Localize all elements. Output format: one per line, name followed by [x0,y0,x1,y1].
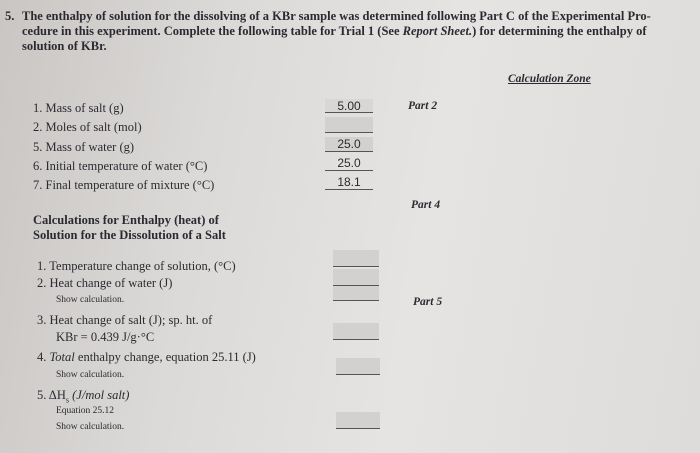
calc-heading-1: Calculations for Enthalpy (heat) of [33,213,219,227]
part-5-label: Part 5 [413,296,443,308]
question-number: 5. [5,9,15,23]
item-mass-water: 5. Mass of water (g) [33,140,135,154]
question-line-2b: Report Sheet. [402,24,473,38]
calculation-zone-heading: Calculation Zone [508,73,591,85]
question-line-2a: cedure in this experiment. Complete the following table for Trial 1 (See [22,24,403,38]
part-2-label: Part 2 [408,100,438,112]
calc-total-enthalpy-italic: Total [49,350,75,364]
calc-delta-h-note: Show calculation. [56,422,125,432]
calc-total-enthalpy-num: 4. [37,350,50,364]
question-line-1: The enthalpy of solution for the dissolving of a KBr sample was determined following Part C of the Experimental Pro- [22,9,651,23]
calc-delta-h-num: 5. ΔH [37,388,66,402]
answer-heat-water[interactable] [333,269,379,286]
calc-total-enthalpy-rest: enthalpy change, equation 25.11 (J) [74,350,256,364]
answer-temp-change[interactable] [333,250,379,267]
answer-heat-water-b[interactable] [333,286,379,301]
calc-heading-2: Solution for the Dissolution of a Salt [33,228,226,242]
question-line-3: solution of KBr. [22,39,107,53]
question-line-2c: ) for determining the enthalpy of [472,24,647,38]
item-mass-salt: 1. Mass of salt (g) [33,101,124,115]
calc-heat-salt: 3. Heat change of salt (J); sp. ht. of [37,313,213,327]
calc-total-enthalpy [37,350,256,365]
answer-final-temp[interactable]: 18.1 [325,175,373,190]
calc-heat-water-note: Show calculation. [56,295,125,305]
answer-moles-salt[interactable] [325,117,373,133]
answer-mass-salt[interactable]: 5.00 [325,99,373,113]
answer-initial-temp[interactable]: 25.0 [325,156,373,171]
calc-total-enthalpy-note: Show calculation. [56,370,125,380]
calc-delta-h-rest: (J/mol salt) [69,388,130,402]
calc-delta-h [37,388,129,405]
answer-mass-water[interactable]: 25.0 [325,137,373,152]
calc-heat-water: 2. Heat change of water (J) [37,276,173,290]
part-4-label: Part 4 [411,199,441,211]
answer-total-enthalpy[interactable] [336,358,380,375]
calc-heat-salt-sp: KBr = 0.439 J/g·°C [56,330,155,344]
calc-temp-change: 1. Temperature change of solution, (°C) [37,259,236,273]
question-line-2 [22,24,647,39]
answer-heat-salt[interactable] [333,323,379,340]
item-final-temp: 7. Final temperature of mixture (°C) [33,178,215,192]
calc-delta-h-sub: s [65,395,70,405]
item-moles-salt: 2. Moles of salt (mol) [33,120,142,134]
item-initial-temp: 6. Initial temperature of water (°C) [33,159,208,173]
calc-delta-h-eq: Equation 25.12 [56,406,115,416]
answer-delta-h[interactable] [336,412,380,429]
